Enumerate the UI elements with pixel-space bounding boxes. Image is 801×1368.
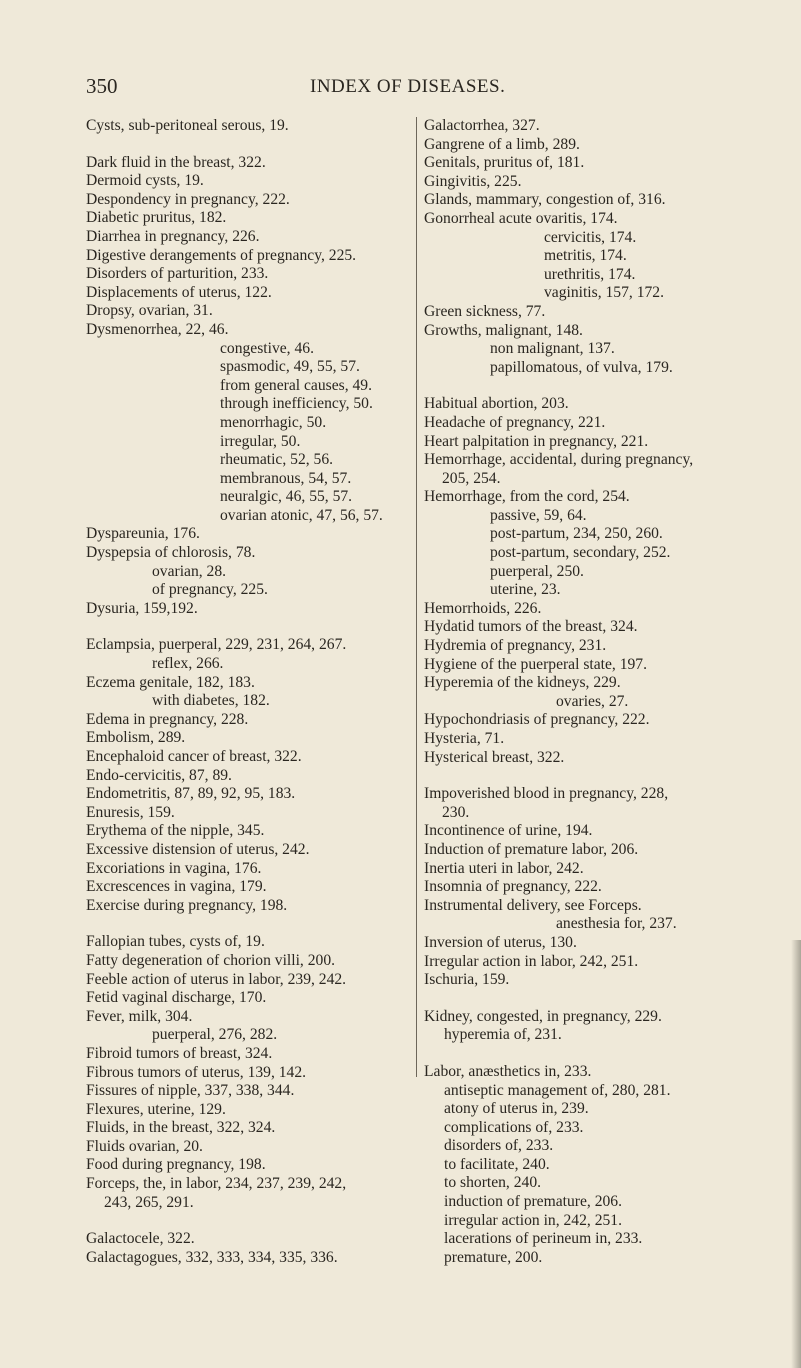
index-entry: Fever, milk, 304.	[86, 1007, 193, 1025]
index-subentry: puerperal, 276, 282.	[152, 1026, 278, 1044]
index-entry: Disorders of parturition, 233.	[86, 265, 269, 283]
index-entry: Induction of premature labor, 206.	[424, 840, 639, 858]
index-entry: Kidney, congested, in pregnancy, 229.	[424, 1007, 662, 1025]
index-entry: Hyperemia of the kidneys, 229.	[424, 674, 621, 692]
index-entry: Hypochondriasis of pregnancy, 222.	[424, 711, 650, 729]
index-entry: Gonorrheal acute ovaritis, 174.	[424, 209, 618, 227]
index-entry: Galactorrhea, 327.	[424, 117, 540, 134]
index-entry: Dyspepsia of chlorosis, 78.	[86, 544, 256, 562]
index-entry: Fetid vaginal discharge, 170.	[86, 989, 267, 1007]
index-entry: Green sickness, 77.	[424, 302, 546, 320]
index-subentry: reflex, 266.	[152, 655, 224, 673]
index-subentry: congestive, 46.	[220, 339, 314, 357]
index-entry: Endo-cervicitis, 87, 89.	[86, 766, 232, 784]
index-subentry: post-partum, 234, 250, 260.	[490, 525, 663, 543]
index-entry: Enuresis, 159.	[86, 803, 175, 821]
index-subentry: irregular, 50.	[220, 432, 301, 450]
index-entry: Eclampsia, puerperal, 229, 231, 264, 267.	[86, 636, 347, 654]
index-subentry: menorrhagic, 50.	[220, 413, 327, 431]
index-entry: Exercise during pregnancy, 198.	[86, 896, 288, 914]
index-subentry: of pregnancy, 225.	[152, 581, 268, 599]
index-subentry: passive, 59, 64.	[490, 506, 587, 524]
index-entry: Fluids, in the breast, 322, 324.	[86, 1119, 276, 1137]
index-entry: Edema in pregnancy, 228.	[86, 710, 249, 728]
index-subentry: from general causes, 49.	[220, 376, 372, 394]
page-edge-shadow	[791, 940, 801, 1368]
left-index-column	[86, 117, 426, 1267]
index-entry: Eczema genitale, 182, 183.	[86, 673, 255, 691]
index-entry: Inversion of uterus, 130.	[424, 933, 577, 951]
index-entry: Galactocele, 322.	[86, 1230, 195, 1248]
index-subentry: 230.	[442, 803, 470, 821]
index-subentry: atony of uterus in, 239.	[444, 1100, 589, 1118]
index-subentry: post-partum, secondary, 252.	[490, 544, 671, 562]
index-entry: Hydatid tumors of the breast, 324.	[424, 618, 638, 636]
running-title: INDEX OF DISEASES.	[310, 76, 506, 97]
index-subentry: urethritis, 174.	[544, 265, 636, 283]
entry-gap	[424, 990, 796, 1008]
index-entry: Growths, malignant, 148.	[424, 321, 583, 339]
index-subentry: induction of premature, 206.	[444, 1193, 622, 1211]
entry-gap	[86, 915, 426, 933]
page-number: 350	[86, 74, 118, 98]
index-entry: Despondency in pregnancy, 222.	[86, 190, 290, 208]
index-entry: Fibrous tumors of uterus, 139, 142.	[86, 1063, 307, 1081]
index-entry: Irregular action in labor, 242, 251.	[424, 952, 639, 970]
entry-gap	[424, 377, 796, 395]
index-subentry: spasmodic, 49, 55, 57.	[220, 358, 360, 376]
index-entry: Excoriations in vagina, 176.	[86, 859, 262, 877]
index-subentry: cervicitis, 174.	[544, 228, 637, 246]
index-entry: Feeble action of uterus in labor, 239, 242.	[86, 970, 347, 988]
index-entry: Excessive distension of uterus, 242.	[86, 840, 310, 858]
index-entry: Hemorrhage, accidental, during pregnancy,	[424, 451, 694, 469]
index-entry: Embolism, 289.	[86, 729, 186, 747]
index-subentry: 243, 265, 291.	[104, 1193, 194, 1211]
index-subentry: ovarian, 28.	[152, 562, 227, 580]
index-subentry: complications of, 233.	[444, 1118, 584, 1136]
index-entry: Displacements of uterus, 122.	[86, 283, 272, 301]
index-subentry: to shorten, 240.	[444, 1174, 542, 1192]
index-entry: Dark fluid in the breast, 322.	[86, 153, 266, 171]
right-index-column	[424, 117, 796, 1267]
index-subentry: anesthesia for, 237.	[556, 915, 677, 933]
index-entry: Dermoid cysts, 19.	[86, 172, 204, 190]
index-entry: Heart palpitation in pregnancy, 221.	[424, 432, 649, 450]
index-entry: Headache of pregnancy, 221.	[424, 413, 606, 431]
index-entry: Glands, mammary, congestion of, 316.	[424, 191, 666, 209]
index-entry: Hemorrhage, from the cord, 254.	[424, 488, 630, 506]
index-entry: Fluids ovarian, 20.	[86, 1137, 203, 1155]
index-entry: Gingivitis, 225.	[424, 172, 522, 190]
index-entry: Dysmenorrhea, 22, 46.	[86, 320, 229, 338]
index-entry: Endometritis, 87, 89, 92, 95, 183.	[86, 785, 296, 803]
index-subentry: ovaries, 27.	[556, 692, 629, 710]
index-entry: Labor, anæsthetics in, 233.	[424, 1062, 592, 1080]
index-entry: Inertia uteri in labor, 242.	[424, 859, 584, 877]
index-entry: Genitals, pruritus of, 181.	[424, 154, 585, 172]
index-entry: Fibroid tumors of breast, 324.	[86, 1044, 273, 1062]
column-divider	[416, 117, 417, 1077]
index-entry: Galactagogues, 332, 333, 334, 335, 336.	[86, 1248, 338, 1266]
index-subentry: premature, 200.	[444, 1248, 543, 1266]
index-subentry: puerperal, 250.	[490, 562, 584, 580]
index-subentry: non malignant, 137.	[490, 340, 615, 358]
index-subentry: vaginitis, 157, 172.	[544, 284, 664, 302]
index-entry: Diabetic pruritus, 182.	[86, 209, 227, 227]
index-entry: Gangrene of a limb, 289.	[424, 135, 580, 153]
index-subentry: lacerations of perineum in, 233.	[444, 1230, 643, 1248]
index-subentry: irregular action in, 242, 251.	[444, 1211, 622, 1229]
index-subentry: ovarian atonic, 47, 56, 57.	[220, 506, 383, 524]
index-subentry: uterine, 23.	[490, 581, 561, 599]
entry-gap	[424, 1045, 796, 1063]
index-entry: Excrescences in vagina, 179.	[86, 878, 267, 896]
index-subentry: with diabetes, 182.	[152, 692, 270, 710]
index-entry: Impoverished blood in pregnancy, 228,	[424, 785, 669, 803]
index-entry: Ischuria, 159.	[424, 971, 510, 989]
index-entry: Dyspareunia, 176.	[86, 525, 200, 543]
index-entry: Incontinence of urine, 194.	[424, 822, 593, 840]
index-entry: Erythema of the nipple, 345.	[86, 822, 265, 840]
index-subentry: antiseptic management of, 280, 281.	[444, 1081, 671, 1099]
entry-gap	[424, 767, 796, 785]
index-subentry: 205, 254.	[442, 469, 501, 487]
index-entry: Hysteria, 71.	[424, 730, 505, 747]
index-subentry: papillomatous, of vulva, 179.	[490, 358, 673, 376]
index-subentry: membranous, 54, 57.	[220, 469, 352, 487]
index-entry: Cysts, sub-peritoneal serous, 19.	[86, 117, 289, 134]
index-entry: Forceps, the, in labor, 234, 237, 239, 242,	[86, 1175, 347, 1193]
index-subentry: hyperemia of, 231.	[444, 1026, 562, 1044]
index-entry: Digestive derangements of pregnancy, 225.	[86, 246, 357, 264]
index-subentry: rheumatic, 52, 56.	[220, 451, 334, 469]
entry-gap	[86, 1212, 426, 1230]
index-entry: Diarrhea in pregnancy, 226.	[86, 227, 260, 245]
index-subentry: disorders of, 233.	[444, 1137, 554, 1155]
index-entry: Habitual abortion, 203.	[424, 395, 569, 413]
index-entry: Flexures, uterine, 129.	[86, 1100, 226, 1118]
index-subentry: to facilitate, 240.	[444, 1155, 550, 1173]
index-entry: Instrumental delivery, see Forceps.	[424, 896, 642, 914]
page-header	[0, 74, 801, 104]
index-entry: Encephaloid cancer of breast, 322.	[86, 748, 302, 765]
index-entry: Fallopian tubes, cysts of, 19.	[86, 933, 265, 951]
index-entry: Hemorrhoids, 226.	[424, 599, 542, 617]
index-subentry: through inefficiency, 50.	[220, 395, 373, 413]
index-entry: Hydremia of pregnancy, 231.	[424, 637, 607, 655]
index-entry: Hysterical breast, 322.	[424, 748, 565, 766]
index-subentry: neuralgic, 46, 55, 57.	[220, 488, 353, 506]
index-entry: Insomnia of pregnancy, 222.	[424, 878, 602, 896]
index-entry: Fissures of nipple, 337, 338, 344.	[86, 1082, 295, 1100]
entry-gap	[86, 618, 426, 636]
index-entry: Hygiene of the puerperal state, 197.	[424, 655, 647, 673]
index-entry: Food during pregnancy, 198.	[86, 1156, 266, 1174]
index-entry: Dysuria, 159,192.	[86, 599, 198, 617]
index-entry: Dropsy, ovarian, 31.	[86, 302, 213, 320]
index-subentry: metritis, 174.	[544, 247, 627, 265]
entry-gap	[86, 136, 426, 154]
index-entry: Fatty degeneration of chorion villi, 200.	[86, 951, 336, 969]
